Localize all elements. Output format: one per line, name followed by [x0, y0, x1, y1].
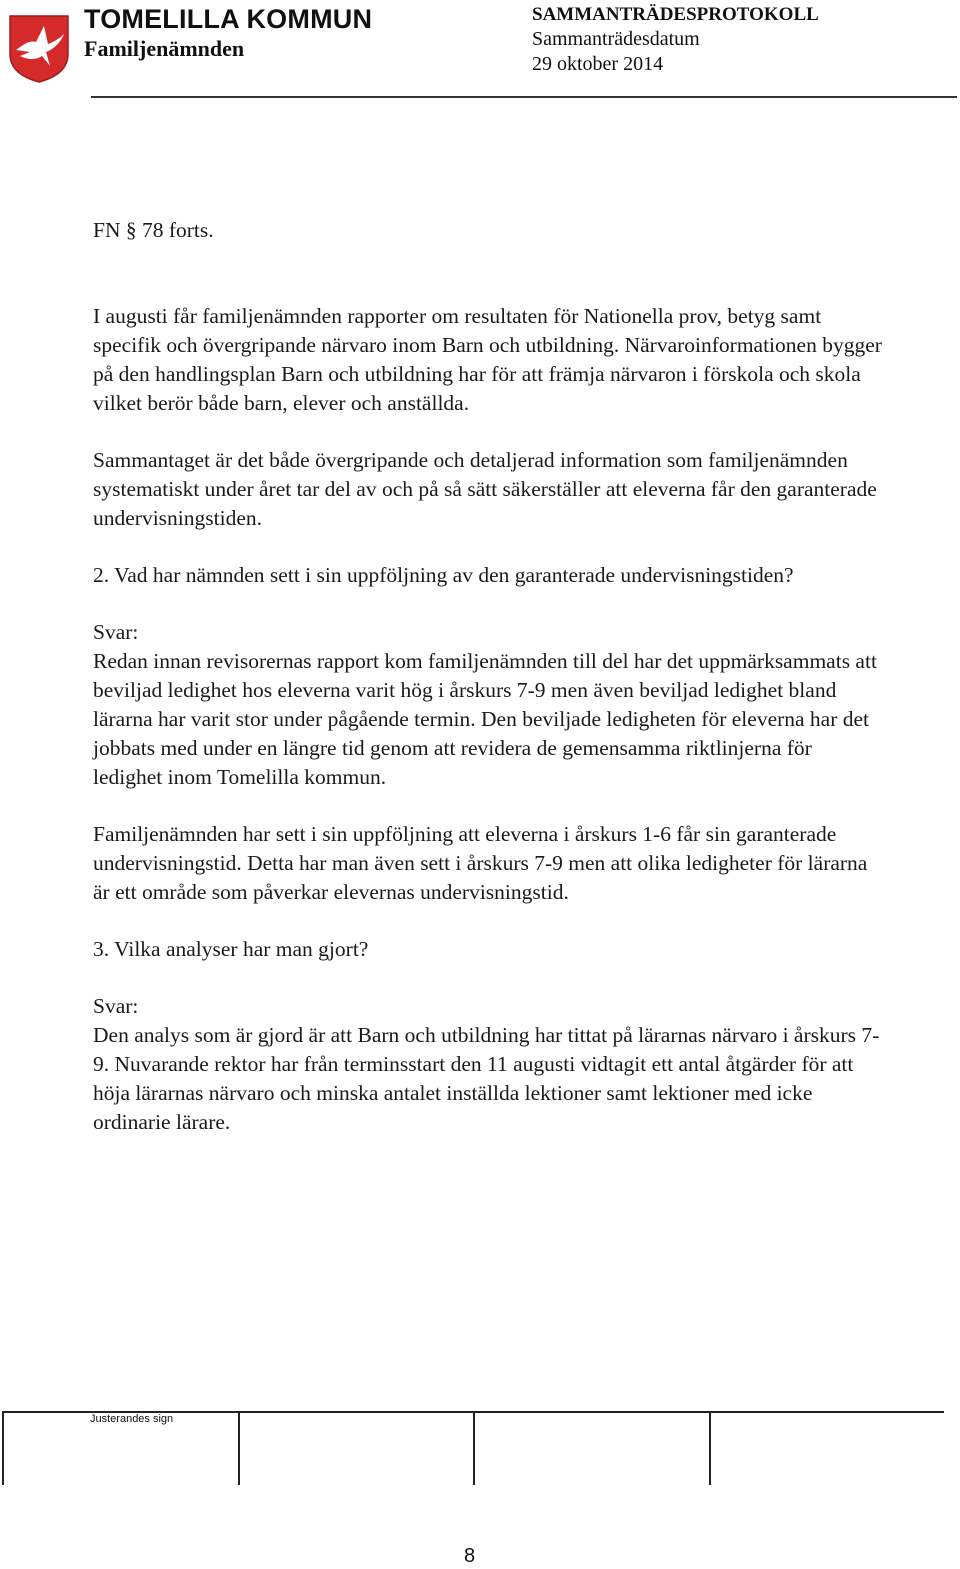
document-body — [93, 216, 883, 1165]
page-number: 8 — [464, 1545, 476, 1567]
signature-label: Justerandes sign — [90, 1413, 174, 1425]
meeting-date-value: 29 oktober 2014 — [532, 53, 664, 75]
paragraph: Den analys som är gjord är att Barn och utbildning har tittat på lärarnas närvaro i årskurs 7-9. Nuvarande rektor har från terminsstart den 11 augusti vidtagit ett antal åtgärder för att höja lärarnas närvaro och minska antalet inställda lektioner samt lektioner med icke ordinarie lärare. — [93, 1023, 880, 1134]
signature-cell — [238, 1413, 474, 1485]
question-heading: 3. Vilka analyser har man gjort? — [93, 937, 369, 961]
header-divider — [91, 96, 957, 98]
signature-cell — [709, 1413, 945, 1485]
signature-cell — [473, 1413, 709, 1485]
municipal-crest-icon — [8, 14, 70, 84]
section-reference: FN § 78 forts. — [93, 218, 214, 242]
paragraph: Redan innan revisorernas rapport kom familjenämnden till del har det uppmärksammats att beviljad ledighet hos eleverna varit hög i årskurs 7-9 men även beviljad ledighet bland lärarna har varit stor under pågående termin. Den beviljade ledigheten för eleverna har det jobbats med under en längre tid genom att revidera de gemensamma riktlinjerna för ledighet inom Tomelilla kommun. — [93, 649, 877, 789]
paragraph: I augusti får familjenämnden rapporter om resultaten för Nationella prov, betyg samt specifik och övergripande närvaro inom Barn och utbildning. Närvaroinformationen bygger på den handlingsplan Barn och utbildning har för att främja närvaron i förskola och skola vilket berör både barn, elever och anställda. — [93, 304, 882, 415]
department-name: Familjenämnden — [84, 36, 245, 61]
org-name: TOMELILLA KOMMUN — [84, 4, 373, 34]
answer-label: Svar: — [93, 620, 139, 644]
meeting-date-label: Sammanträdesdatum — [532, 28, 700, 50]
document-type: SAMMANTRÄDESPROTOKOLL — [532, 4, 819, 25]
paragraph: Familjenämnden har sett i sin uppföljning att eleverna i årskurs 1-6 får sin garanterade undervisningstid. Detta har man även sett i årskurs 7-9 men att olika ledigheter för lärarna är ett område som påverkar elevernas undervisningstid. — [93, 822, 868, 904]
paragraph: Sammantaget är det både övergripande och detaljerad information som familjenämnden systematiskt under året tar del av och på så sätt säkerställer att eleverna får den garanterade undervisningstiden. — [93, 448, 877, 530]
answer-label: Svar: — [93, 994, 139, 1018]
question-heading: 2. Vad har nämnden sett i sin uppföljning av den garanterade undervisningstiden? — [93, 563, 794, 587]
